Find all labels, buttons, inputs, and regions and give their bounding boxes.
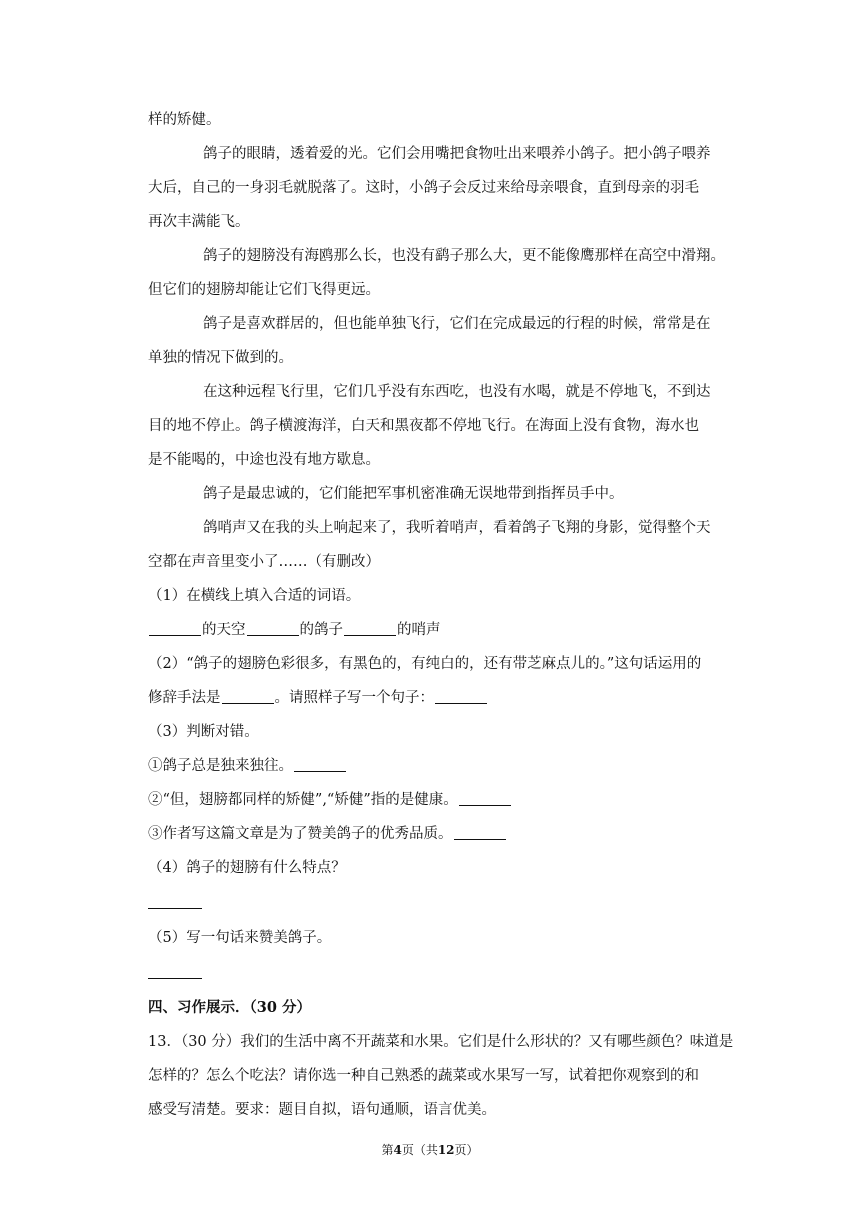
answer-blank-5[interactable]	[148, 961, 202, 979]
question-2-text-a: 修辞手法是	[148, 690, 221, 706]
passage-line: 鸽子的眼睛，透着爱的光。它们会用嘴把食物吐出来喂养小鸽子。把小鸽子喂养	[203, 146, 711, 162]
question-2: （2）“鸽子的翅膀色彩很多，有黑色的，有纯白的，还有带芝麻点儿的。”这句话运用的	[148, 656, 702, 672]
word-whistle: 的哨声	[397, 622, 441, 638]
rhetoric-blank[interactable]	[222, 686, 274, 704]
question-1: （1）在横线上填入合适的词语。	[148, 588, 361, 604]
question-13-line: 13．（30 分）我们的生活中离不开蔬菜和水果。它们是什么形状的？又有哪些颜色？味道是	[148, 1034, 734, 1050]
answer-line-4	[148, 885, 730, 921]
footer-mid: 页（共	[401, 1143, 438, 1157]
judge-item-1	[148, 749, 730, 783]
question-4: （4）鸽子的翅膀有什么特点？	[148, 860, 346, 876]
document-body	[148, 103, 734, 1127]
passage-line: 是不能喝的，中途也没有地方歇息。	[148, 452, 380, 468]
passage-line: 目的地不停止。鸽子横渡海洋，白天和黑夜都不停地飞行。在海面上没有食物，海水也	[148, 418, 699, 434]
judge-item-2	[148, 783, 730, 817]
question-13-line: 感受写清楚。要求：题目自拟，语句通顺，语言优美。	[148, 1102, 496, 1118]
fill-blank-3[interactable]	[344, 618, 396, 636]
passage-line: 但它们的翅膀却能让它们飞得更远。	[148, 282, 380, 298]
judge-blank-2[interactable]	[459, 788, 511, 806]
question-5: （5）写一句话来赞美鸽子。	[148, 930, 332, 946]
page-footer	[0, 1141, 860, 1158]
passage-line: 空都在声音里变小了……（有删改）	[148, 554, 380, 570]
passage-line: 鸽哨声又在我的头上响起来了，我听着哨声，看着鸽子飞翔的身影，觉得整个天	[203, 520, 711, 536]
question-2-cont	[148, 681, 730, 715]
passage-line: 大后，自己的一身羽毛就脱落了。这时，小鸽子会反过来给母亲喂食，直到母亲的羽毛	[148, 180, 699, 196]
judge-blank-1[interactable]	[294, 754, 346, 772]
judge-blank-3[interactable]	[454, 822, 506, 840]
judge-item-2-text: ②“但，翅膀都同样的矫健”,“矫健”指的是健康。	[148, 792, 458, 808]
word-pigeon: 的鸽子	[299, 622, 343, 638]
total-pages: 12	[437, 1143, 455, 1157]
answer-line-5	[148, 955, 730, 991]
question-3: （3）判断对错。	[148, 724, 259, 740]
page-number: 4	[393, 1143, 402, 1157]
section-4-heading: 四、习作展示．（30 分）	[148, 999, 311, 1016]
passage-line: 鸽子的翅膀没有海鸥那么长，也没有鹞子那么大，更不能像鹰那样在高空中滑翔。	[203, 248, 725, 264]
footer-prefix: 第	[381, 1143, 394, 1157]
fill-blank-2[interactable]	[247, 618, 299, 636]
judge-item-1-text: ①鸽子总是独来独往。	[148, 758, 293, 774]
passage-line: 再次丰满能飞。	[148, 214, 250, 230]
question-2-text-b: 。请照样子写一个句子：	[274, 690, 434, 706]
judge-item-3	[148, 817, 730, 851]
judge-item-3-text: ③作者写这篇文章是为了赞美鸽子的优秀品质。	[148, 826, 453, 842]
sentence-blank[interactable]	[435, 686, 487, 704]
question-13-line: 怎样的？怎么个吃法？请你选一种自己熟悉的蔬菜或水果写一写，试着把你观察到的和	[148, 1068, 699, 1084]
word-sky: 的天空	[202, 622, 246, 638]
answer-blank-4[interactable]	[148, 891, 202, 909]
passage-line: 单独的情况下做到的。	[148, 350, 293, 366]
footer-suffix: 页）	[454, 1143, 479, 1157]
passage-line: 鸽子是最忠诚的，它们能把军事机密准确无误地带到指挥员手中。	[203, 486, 624, 502]
passage-line: 样的矫健。	[148, 112, 221, 128]
fill-blank-1[interactable]	[149, 618, 201, 636]
question-1-blanks	[148, 613, 730, 647]
passage-line: 鸽子是喜欢群居的，但也能单独飞行，它们在完成最远的行程的时候，常常是在	[203, 316, 711, 332]
passage-line: 在这种远程飞行里，它们几乎没有东西吃，也没有水喝，就是不停地飞，不到达	[203, 384, 711, 400]
